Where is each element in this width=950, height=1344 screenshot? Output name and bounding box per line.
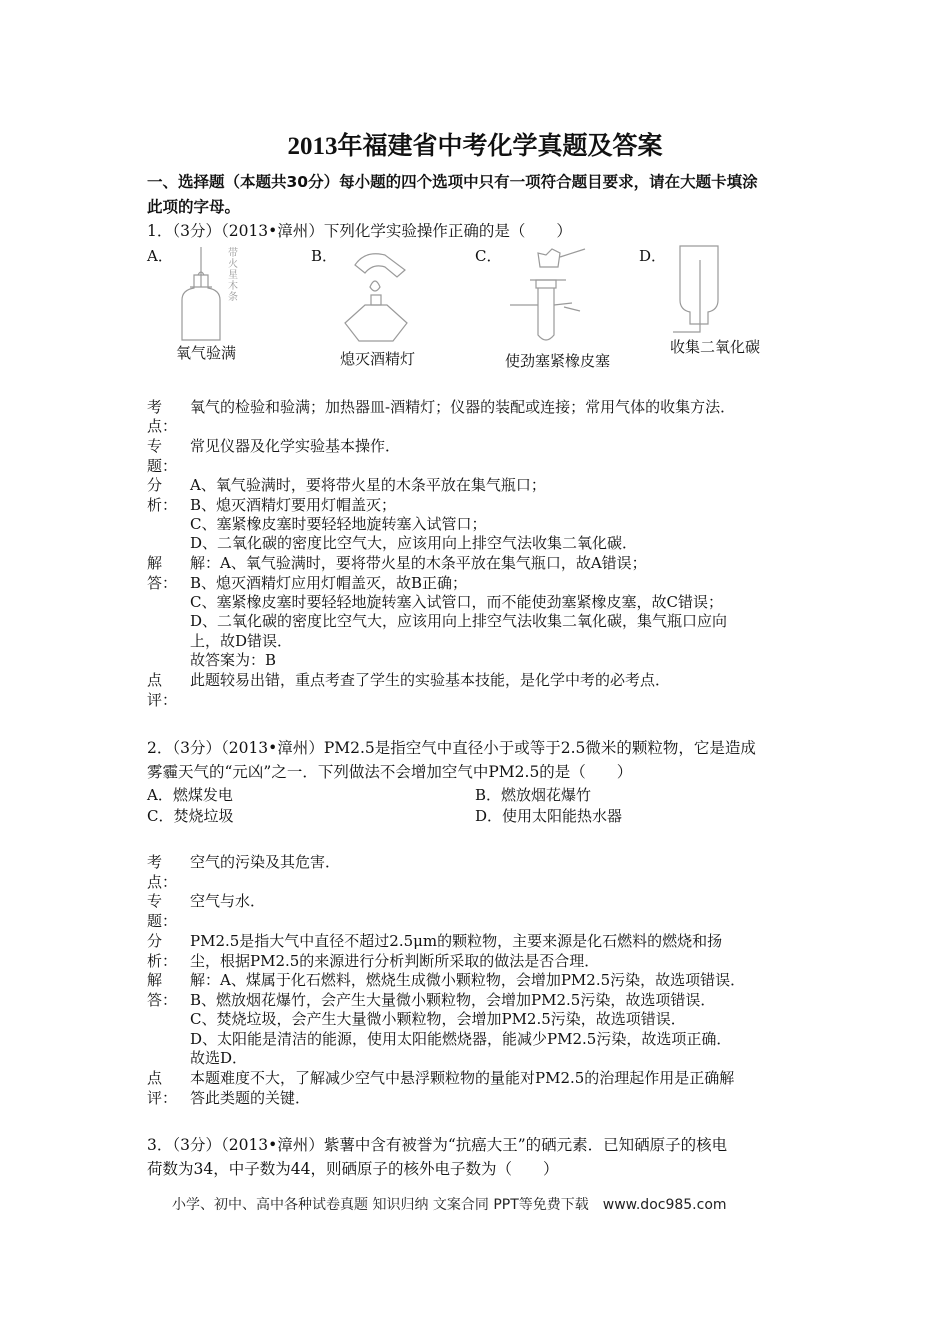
q1-fenxi-line: B、熄灭酒精灯要用灯帽盖灭； [190, 496, 397, 514]
q1-label-dian2: 点 [147, 671, 163, 689]
q2-option-d: D．使用太阳能热水器 [475, 807, 623, 825]
q1-image-a-text: 带火星木条 [228, 248, 238, 303]
q2-label-jie: 解 [147, 971, 163, 989]
q1-fenxi-line: A、氧气验满时，要将带火星的木条平放在集气瓶口； [190, 476, 546, 494]
q1-jieda-line: 故答案为：B [190, 651, 277, 669]
q1-jieda-line: D、二氧化碳的密度比空气大，应该用向上排空气法收集二氧化碳，集气瓶口应向 [190, 612, 728, 630]
q2-jieda-line: C、焚烧垃圾，会产生大量微小颗粒物，会增加PM2.5污染，故选项错误． [190, 1010, 686, 1028]
q2-label-zhuan: 专 [147, 892, 163, 910]
q2-fenxi-line: 尘，根据PM2.5的来源进行分析判断所采取的做法是否合理． [190, 952, 600, 970]
question-3-stem-line1: 3．（3分）（2013•漳州）紫薯中含有被誉为“抗癌大王”的硒元素．已知硒原子的核电 [147, 1136, 728, 1154]
question-2-stem-line2: 雾霾天气的“元凶”之一．下列做法不会增加空气中PM2.5的是（ ） [147, 763, 633, 781]
q2-label-ti: 题： [147, 912, 178, 930]
q2-label-dian2: 点 [147, 1069, 163, 1087]
section-heading-line1: 一、选择题（本题共30分）每小题的四个选项中只有一项符合题目要求，请在大题卡填涂 [147, 173, 758, 191]
q1-option-c-label: C． [475, 247, 502, 265]
q2-option-a: A．燃煤发电 [147, 786, 233, 804]
q2-dianping-line: 答此类题的关键． [190, 1089, 311, 1107]
q1-label-zhuan: 专 [147, 437, 163, 455]
q2-fenxi-line: PM2.5是指大气中直径不超过2.5μm的颗粒物，主要来源是化石燃料的燃烧和扬 [190, 932, 723, 950]
q2-label-da: 答： [147, 991, 178, 1009]
q1-option-b-label: B． [311, 247, 338, 265]
q2-jieda-line: 故选D． [190, 1049, 248, 1067]
question-1-stem: 1．（3分）（2013•漳州）下列化学实验操作正确的是（ ） [147, 222, 572, 240]
q2-jieda-line: 解：A、煤属于化石燃料，燃烧生成微小颗粒物，会增加PM2.5污染，故选项错误． [190, 971, 746, 989]
q1-caption-d: 收集二氧化碳 [670, 338, 761, 356]
q1-jieda-line: 上，故D错误． [190, 632, 293, 650]
q1-label-xi: 析： [147, 496, 178, 514]
q2-label-kao: 考 [147, 853, 163, 871]
q1-label-dian: 点： [147, 417, 178, 435]
q2-label-dian: 点： [147, 873, 178, 891]
q1-dianping: 此题较易出错，重点考查了学生的实验基本技能，是化学中考的必考点． [190, 671, 671, 689]
q2-option-c: C．焚烧垃圾 [147, 807, 234, 825]
q2-label-ping: 评： [147, 1089, 178, 1107]
question-2-stem-line1: 2．（3分）（2013•漳州）PM2.5是指空气中直径小于或等于2.5微米的颗粒物，它是造成 [147, 739, 756, 757]
q1-jieda-line: B、熄灭酒精灯应用灯帽盖灭，故B正确； [190, 574, 468, 592]
q1-label-fen: 分 [147, 476, 163, 494]
q1-image-c [500, 245, 600, 345]
q1-image-d [668, 240, 738, 335]
q2-zhuanti: 空气与水． [190, 892, 266, 910]
q1-kaodian: 氧气的检验和验满；加热器皿-酒精灯；仪器的装配或连接；常用气体的收集方法． [190, 398, 736, 416]
page-title: 2013年福建省中考化学真题及答案 [287, 133, 663, 160]
q1-label-ti: 题： [147, 457, 178, 475]
q2-label-fen: 分 [147, 932, 163, 950]
q1-label-ping: 评： [147, 691, 178, 709]
q1-jieda-line: 解：A、氧气验满时，要将带火星的木条平放在集气瓶口，故A错误； [190, 554, 647, 572]
page-footer: 小学、初中、高中各种试卷真题 知识归纳 文案合同 PPT等免费下载 www.doc985.com [172, 1197, 727, 1213]
q1-label-da: 答： [147, 574, 178, 592]
q1-image-b [335, 245, 425, 345]
q2-kaodian: 空气的污染及其危害． [190, 853, 341, 871]
q1-caption-c: 使劲塞紧橡皮塞 [505, 352, 611, 370]
q1-caption-b: 熄灭酒精灯 [340, 350, 416, 368]
q2-dianping-line: 本题难度不大，了解减少空气中悬浮颗粒物的量能对PM2.5的治理起作用是正确解 [190, 1069, 735, 1087]
q1-zhuanti: 常见仪器及化学实验基本操作． [190, 437, 401, 455]
q2-jieda-line: D、太阳能是清洁的能源，使用太阳能燃烧器，能减少PM2.5污染，故选项正确． [190, 1030, 732, 1048]
q1-option-d-label: D． [639, 247, 667, 265]
question-3-stem-line2: 荷数为34，中子数为44，则硒原子的核外电子数为（ ） [147, 1160, 559, 1178]
q2-option-b: B．燃放烟花爆竹 [475, 786, 592, 804]
q1-jieda-line: C、塞紧橡皮塞时要轻轻地旋转塞入试管口，而不能使劲塞紧橡皮塞，故C错误； [190, 593, 723, 611]
q1-label-jie: 解 [147, 554, 163, 572]
q1-caption-a: 氧气验满 [176, 344, 237, 362]
section-heading-line2: 此项的字母。 [147, 198, 241, 216]
q1-option-a-label: A． [147, 247, 173, 265]
q2-label-xi: 析： [147, 952, 178, 970]
q1-fenxi-line: C、塞紧橡皮塞时要轻轻地旋转塞入试管口； [190, 515, 487, 533]
q2-jieda-line: B、燃放烟花爆竹，会产生大量微小颗粒物，会增加PM2.5污染，故选项错误． [190, 991, 716, 1009]
q1-fenxi-line: D、二氧化碳的密度比空气大，应该用向上排空气法收集二氧化碳． [190, 534, 638, 552]
q1-label-kao: 考 [147, 398, 163, 416]
